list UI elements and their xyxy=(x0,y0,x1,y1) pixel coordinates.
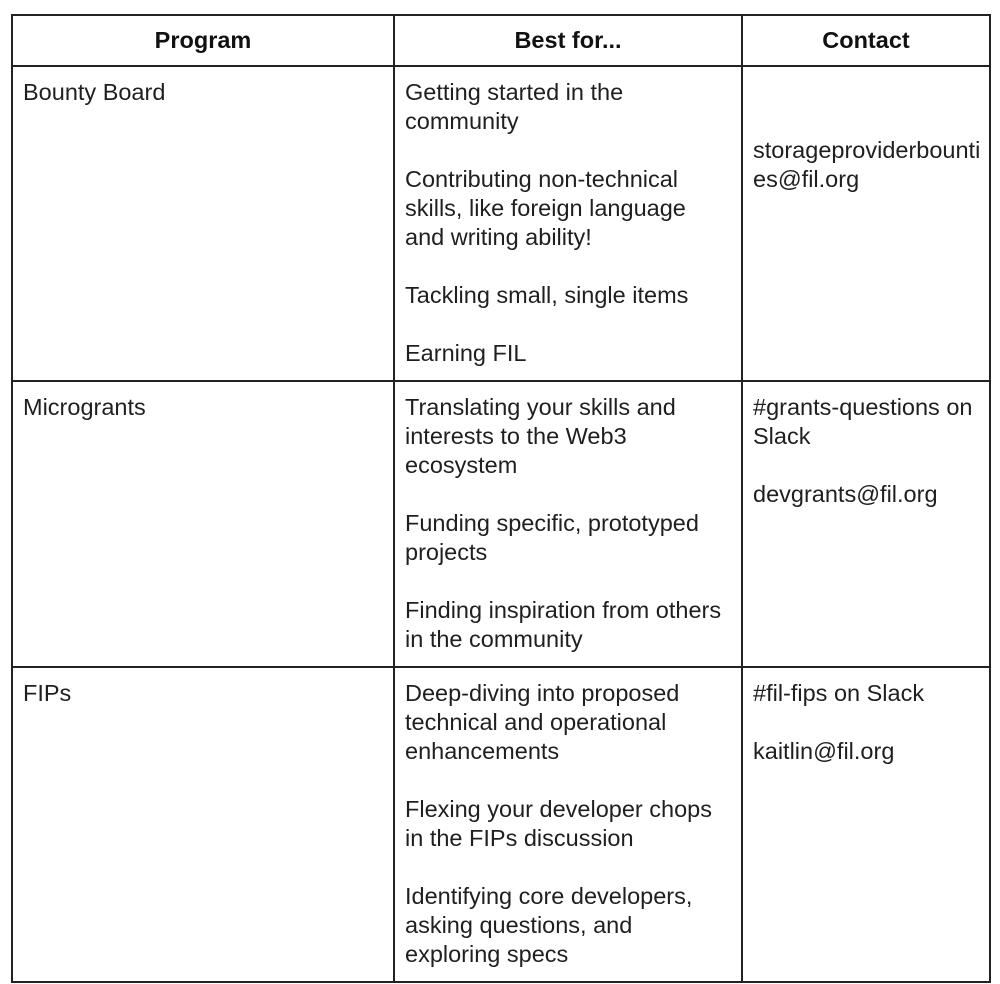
contact-email: kaitlin@fil.org xyxy=(753,738,895,764)
table-row-microgrants xyxy=(12,381,990,667)
best-for-item: Getting started in the community xyxy=(405,79,624,134)
header-best-for: Best for... xyxy=(394,15,742,66)
best-for-item: Finding inspiration from others in the community xyxy=(405,597,722,652)
program-name: Bounty Board xyxy=(12,66,394,381)
best-for-cell xyxy=(394,381,742,667)
program-name: FIPs xyxy=(12,667,394,982)
table-header-row xyxy=(12,15,990,66)
best-for-item: Translating your skills and interests to the Web3 ecosystem xyxy=(405,394,676,478)
contact-slack: #grants-questions on Slack xyxy=(753,394,973,449)
best-for-item: Flexing your developer chops in the FIPs discussion xyxy=(405,796,712,851)
program-name: Microgrants xyxy=(12,381,394,667)
best-for-item: Tackling small, single items xyxy=(405,282,689,308)
best-for-item: Earning FIL xyxy=(405,340,527,366)
table-row-fips xyxy=(12,667,990,982)
best-for-item: Funding specific, prototyped projects xyxy=(405,510,699,565)
table-row-bounty-board xyxy=(12,66,990,381)
best-for-cell xyxy=(394,667,742,982)
best-for-item: Deep-diving into proposed technical and operational enhancements xyxy=(405,680,680,764)
best-for-cell xyxy=(394,66,742,381)
contact-email: devgrants@fil.org xyxy=(753,481,938,507)
best-for-item: Contributing non-technical skills, like foreign language and writing ability! xyxy=(405,166,686,250)
best-for-item: Identifying core developers, asking questions, and exploring specs xyxy=(405,883,693,967)
header-program: Program xyxy=(12,15,394,66)
contact-cell xyxy=(742,667,990,982)
contact-cell xyxy=(742,381,990,667)
contact-slack: #fil-fips on Slack xyxy=(753,680,925,706)
contact-cell xyxy=(742,66,990,381)
header-contact: Contact xyxy=(742,15,990,66)
programs-table xyxy=(11,14,991,983)
contact-email: storageproviderbounties@fil.org xyxy=(753,137,981,192)
